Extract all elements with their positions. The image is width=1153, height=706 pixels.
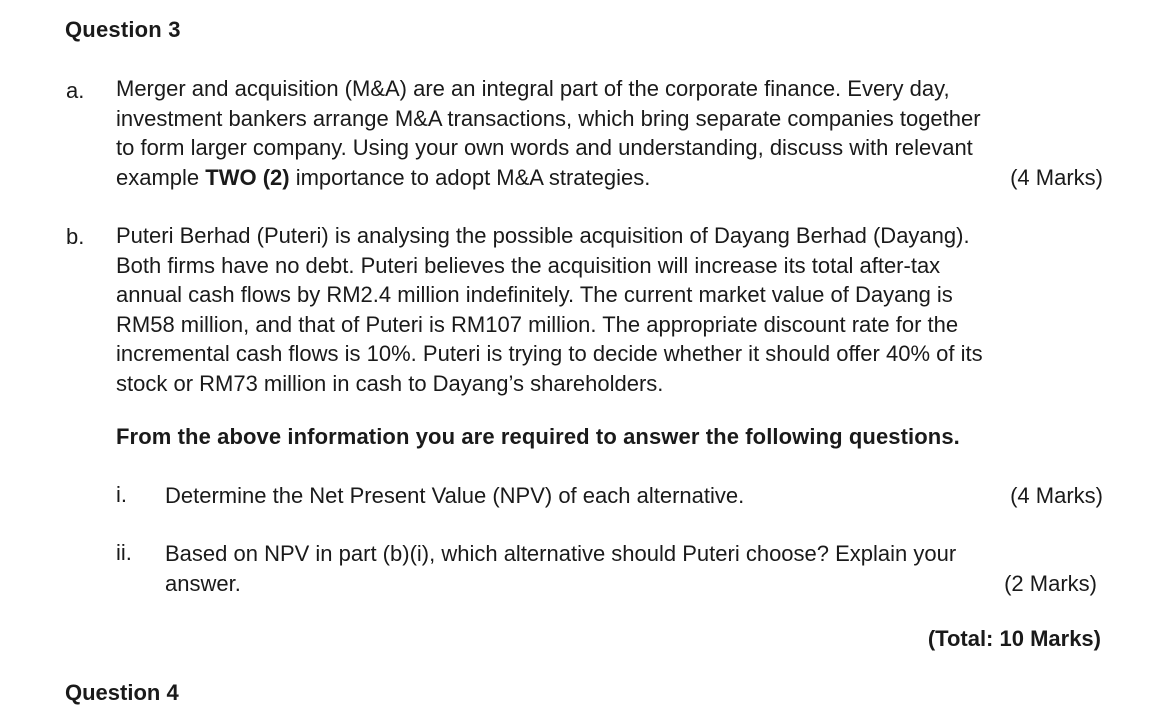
sub-i-question: Determine the Net Present Value (NPV) of each alternative. <box>165 483 745 508</box>
sub-i-text <box>165 481 1103 511</box>
sub-i-line <box>165 481 1103 511</box>
part-a-line-4 <box>116 163 1103 193</box>
part-a-last-line <box>116 163 650 193</box>
sub-ii-line-2 <box>165 569 1103 599</box>
part-a-marker: a. <box>66 78 85 103</box>
part-a-line-1: Merger and acquisition (M&A) are an integral part of the corporate finance. Every day, <box>116 76 950 101</box>
part-b-line-3: annual cash flows by RM2.4 million indefinitely. The current market value of Dayang is <box>116 282 953 307</box>
next-question-title: Question 4 <box>65 680 179 705</box>
part-a-last-suffix: importance to adopt M&A strategies. <box>289 164 651 190</box>
part-b-line-2: Both firms have no debt. Puteri believes the acquisition will increase its total after-tax <box>116 252 941 278</box>
question-title: Question 3 <box>65 17 181 42</box>
part-b-marker: b. <box>66 224 85 249</box>
total-marks: (Total: 10 Marks) <box>927 626 1101 651</box>
sub-ii-text <box>165 539 1103 598</box>
part-b-line-4: RM58 million, and that of Puteri is RM107 million. The appropriate discount rate for the <box>116 311 959 337</box>
part-a-line-2: investment bankers arrange M&A transactions, which bring separate companies together <box>116 105 981 131</box>
part-b-line-6: stock or RM73 million in cash to Dayang’s shareholders. <box>116 370 664 396</box>
part-a-text <box>116 74 1103 192</box>
part-b-line-1: Puteri Berhad (Puteri) is analysing the possible acquisition of Dayang Berhad (Dayang). <box>116 223 970 248</box>
part-a-last-bold: TWO (2) <box>205 164 290 190</box>
part-a-line-3: to form larger company. Using your own words and understanding, discuss with relevant <box>116 135 973 160</box>
sub-i-marks: (4 Marks) <box>1010 483 1103 508</box>
part-b-text <box>116 221 1103 398</box>
sub-ii-answer-word: answer. <box>165 570 241 596</box>
sub-ii-line-1: Based on NPV in part (b)(i), which alternative should Puteri choose? Explain your <box>165 541 957 566</box>
part-b-instruction: From the above information you are required to answer the following questions. <box>116 424 960 449</box>
part-b-line-5: incremental cash flows is 10%. Puteri is trying to decide whether it should offer 40% of its <box>116 341 983 366</box>
part-a-marks: (4 Marks) <box>1010 164 1103 190</box>
sub-i-marker: i. <box>116 482 127 507</box>
part-a-last-prefix: example <box>116 164 206 190</box>
sub-ii-marks: (2 Marks) <box>1004 570 1097 596</box>
sub-ii-marker: ii. <box>116 540 132 565</box>
